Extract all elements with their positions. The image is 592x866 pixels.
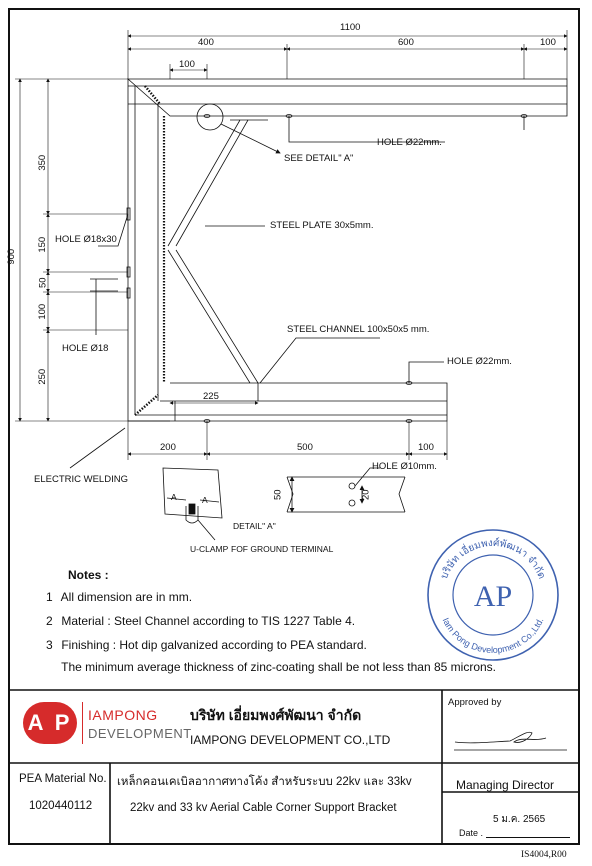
stamp-center: AP (473, 580, 513, 613)
note-item: 3 Finishing : Hot dip galvanized according to PEA standard. (46, 638, 367, 652)
stamp-ring-bottom: Iam Pong Development Co.,Ltd. (440, 616, 546, 656)
dim-350: 350 (37, 154, 49, 171)
stamp-ring-top: บริษัท เอี่ยมพงศ์พัฒนา จำกัด (438, 537, 548, 581)
description-th: เหล็กคอนเคเบิลอากาศทางโค้ง สำหรับระบบ 22kv และ 33kv (117, 776, 412, 788)
company-logo (23, 702, 77, 744)
company-stamp (424, 526, 562, 664)
dim-100: 100 (37, 303, 49, 320)
notes-title: Notes : (68, 568, 109, 582)
left-channel (128, 79, 170, 421)
pea-material-label: PEA Material No. (19, 773, 107, 785)
upper-brace (168, 120, 248, 246)
callout-see-detail: SEE DETAIL" A" (284, 153, 354, 164)
callout-electric-welding: ELECTRIC WELDING (34, 474, 128, 485)
date-underline (486, 837, 570, 838)
callout-hole22-bottom: HOLE Ø22mm. (447, 356, 512, 367)
callout-hole18: HOLE Ø18 (62, 343, 109, 354)
dim-detail-20: 20 (360, 489, 372, 501)
dim-bottom-500: 500 (297, 442, 313, 453)
dim-detail-50: 50 (272, 489, 284, 501)
dim-inner-225: 225 (203, 391, 219, 402)
callout-steel-plate: STEEL PLATE 30x5mm. (270, 220, 374, 231)
callout-hole18x30: HOLE Ø18x30 (55, 234, 117, 245)
callout-ground-terminal: FOF GROUND TERMINAL (231, 544, 334, 554)
logo-line1: IAMPONG (88, 707, 158, 723)
note-item: The minimum average thickness of zinc-coating shall be not less than 85 microns. (61, 660, 496, 674)
company-name-th: บริษัท เอี่ยมพงศ์พัฒนา จำกัด (190, 707, 362, 723)
logo-letters: A P (27, 710, 73, 735)
approver-title: Managing Director (456, 778, 555, 792)
document-number: IS4004,R00 (521, 850, 567, 860)
callout-hole10: HOLE Ø10mm. (372, 461, 437, 472)
date-label: Date . (459, 828, 484, 838)
dim-top-100: 100 (540, 37, 556, 48)
note-item: 1 All dimension are in mm. (46, 590, 193, 604)
callout-detail-a: DETAIL" A" (233, 521, 276, 531)
dim-top-600: 600 (398, 37, 414, 48)
dim-50: 50 (37, 277, 49, 289)
svg-text:บริษัท เอี่ยมพงศ์พัฒนา จำกัด (439, 537, 547, 581)
dim-bottom-200: 200 (160, 442, 176, 453)
note-item: 2 Material : Steel Channel according to TIS 1227 Table 4. (46, 614, 356, 628)
signature (454, 732, 567, 750)
section-mark-a-right: A (202, 495, 208, 505)
callout-u-clamp: U-CLAMP (190, 544, 229, 554)
section-mark-a-left: A (171, 492, 177, 502)
pea-material-value: 1020440112 (29, 800, 93, 812)
dim-total-height: 900 (6, 248, 18, 265)
description-en: 22kv and 33 kv Aerial Cable Corner Support Bracket (130, 802, 397, 814)
approved-label: Approved by (448, 697, 502, 708)
dim-150: 150 (37, 236, 49, 253)
callout-steel-channel: STEEL CHANNEL 100x50x5 mm. (287, 324, 430, 335)
logo-line2: DEVELOPMENT (88, 726, 192, 741)
logo-divider (82, 702, 83, 744)
dim-total-width: 1100 (340, 22, 361, 33)
lower-brace (168, 250, 258, 383)
company-name-en: IAMPONG DEVELOPMENT CO.,LTD (190, 733, 391, 747)
top-channel (128, 79, 567, 116)
callout-hole22-top: HOLE Ø22mm. (377, 137, 442, 148)
dim-250: 250 (37, 368, 49, 385)
detail-a-view (163, 468, 405, 540)
dim-bottom-100: 100 (418, 442, 434, 453)
date-value: 5 ม.ค. 2565 (493, 814, 546, 825)
dim-top-400: 400 (198, 37, 214, 48)
dim-inner-100: 100 (179, 59, 195, 70)
